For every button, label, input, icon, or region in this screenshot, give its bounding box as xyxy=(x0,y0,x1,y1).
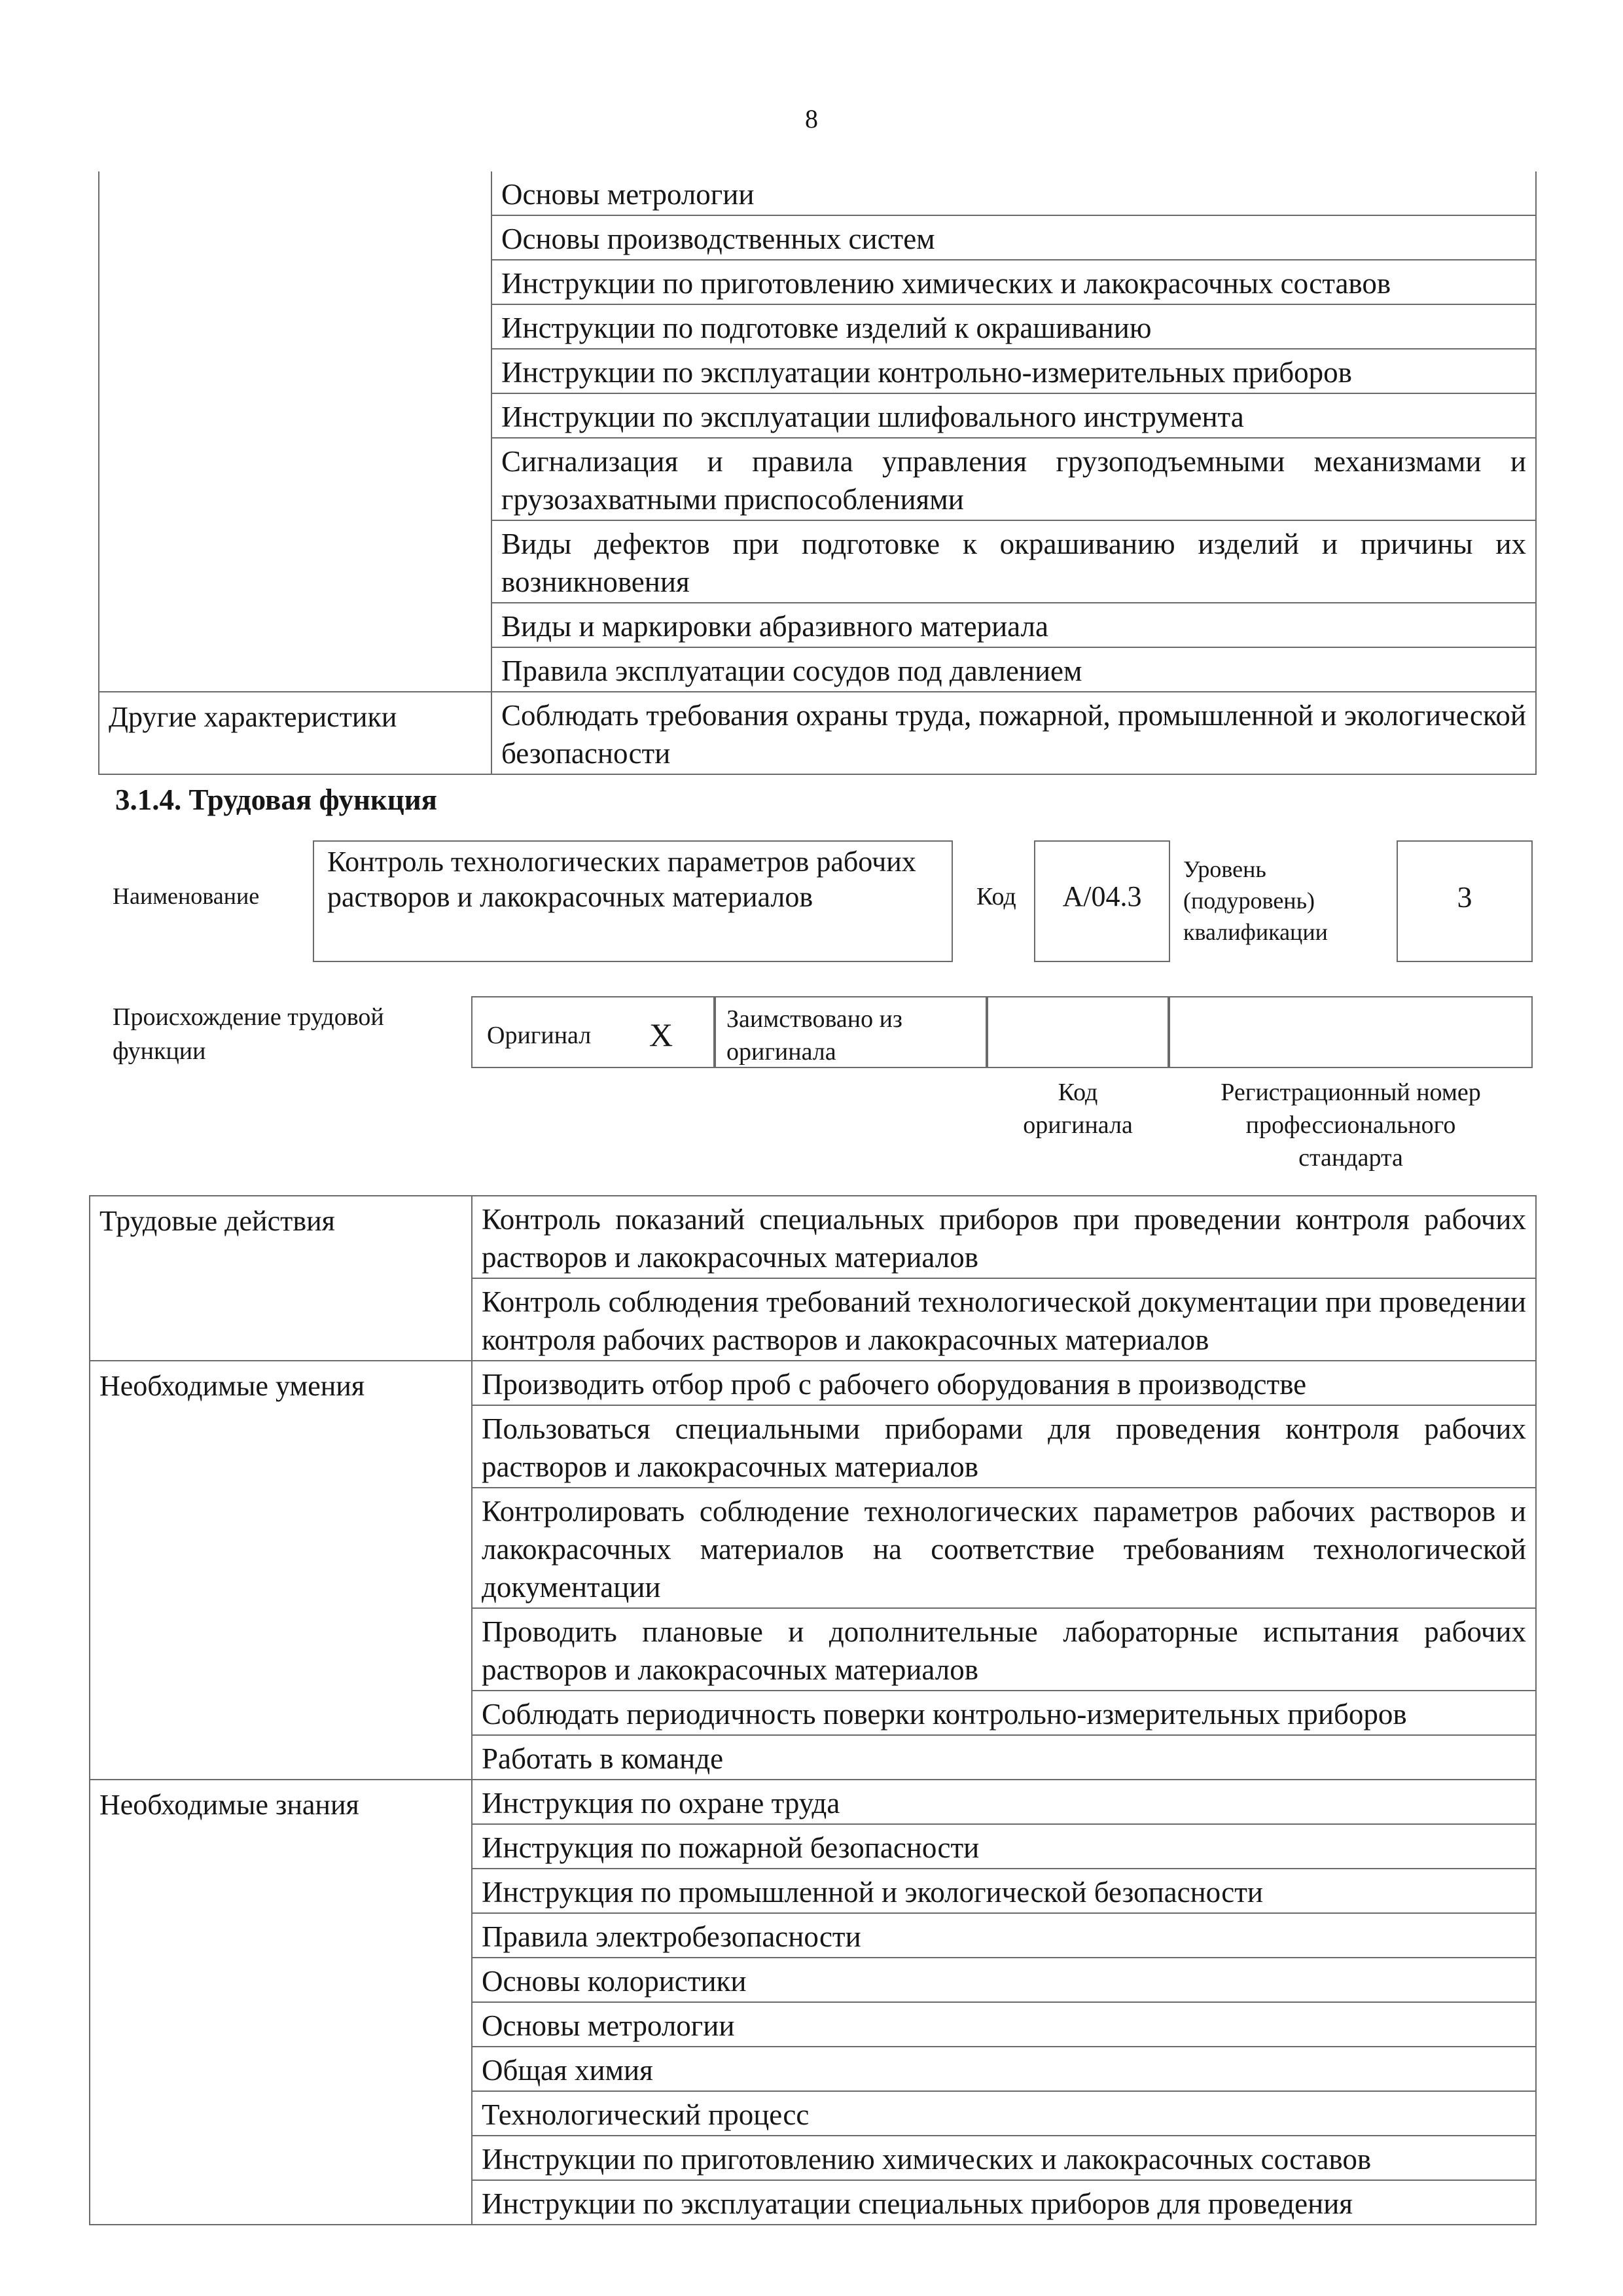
table-row: Основы метрологии xyxy=(472,2002,1536,2047)
table-row: Инструкции по эксплуатации шлифовального инструмента xyxy=(491,393,1536,438)
registration-number-cell xyxy=(1169,996,1533,1068)
knowledge-label: Необходимые знания xyxy=(90,1780,472,2225)
knowledge-table-continued xyxy=(98,171,1537,775)
level-label-line-2: (подуровень) xyxy=(1183,888,1315,914)
registration-caption-line-3: стандарта xyxy=(1298,1144,1403,1172)
empty-label-cell xyxy=(99,171,491,692)
table-row: Работать в команде xyxy=(472,1735,1536,1780)
code-label: Код xyxy=(976,883,1016,910)
level-label xyxy=(1183,853,1328,948)
level-label-line-3: квалификации xyxy=(1183,919,1328,945)
table-row: Основы колористики xyxy=(472,1958,1536,2002)
table-row: Основы метрологии xyxy=(491,171,1536,215)
original-code-cell xyxy=(987,996,1169,1068)
table-row: Инструкции по эксплуатации специальных приборов для проведения xyxy=(472,2180,1536,2225)
table-row: Виды и маркировки абразивного материала xyxy=(491,603,1536,647)
table-row: Контролировать соблюдение технологических параметров рабочих растворов и лакокрасочных материалов на соответствие требованиям технологической документации xyxy=(472,1488,1536,1608)
table-row: Инструкции по приготовлению химических и лакокрасочных составов xyxy=(491,260,1536,304)
borrowed-label xyxy=(726,1003,902,1068)
registration-caption-line-1: Регистрационный номер xyxy=(1221,1079,1481,1106)
origin-label-line-1: Происхождение трудовой xyxy=(113,1003,384,1031)
table-row: Пользоваться специальными приборами для проведения контроля рабочих растворов и лакокрасочных материалов xyxy=(472,1405,1536,1488)
section-heading: 3.1.4. Трудовая функция xyxy=(115,783,438,816)
table-row: Соблюдать периодичность поверки контрольно-измерительных приборов xyxy=(472,1691,1536,1735)
borrowed-label-line-2: оригинала xyxy=(726,1038,836,1066)
table-row: Правила эксплуатации сосудов под давлением xyxy=(491,647,1536,692)
registration-caption xyxy=(1169,1076,1533,1174)
other-characteristics-value: Соблюдать требования охраны труда, пожарной, промышленной и экологической безопасности xyxy=(491,692,1536,774)
table-row: Виды дефектов при подготовке к окрашиванию изделий и причины их возникновения xyxy=(491,520,1536,603)
page-number: 8 xyxy=(805,104,818,134)
level-label-line-1: Уровень xyxy=(1183,856,1266,882)
name-label: Наименование xyxy=(113,883,260,909)
function-table xyxy=(89,1195,1537,2225)
table-row: Сигнализация и правила управления грузоподъемными механизмами и грузозахватными приспособлениями xyxy=(491,438,1536,520)
origin-label-line-2: функции xyxy=(113,1037,206,1065)
table-row: Общая химия xyxy=(472,2047,1536,2091)
registration-caption-line-2: профессионального xyxy=(1245,1111,1456,1139)
table-row: Инструкция по охране труда xyxy=(472,1780,1536,1824)
skills-label: Необходимые умения xyxy=(90,1361,472,1780)
original-label: Оригинал xyxy=(487,1022,592,1049)
table-row: Контроль соблюдения требований технологической документации при проведении контроля рабочих растворов и лакокрасочных материалов xyxy=(472,1278,1536,1361)
code-caption-line-2: оригинала xyxy=(1023,1111,1133,1139)
table-row: Правила электробезопасности xyxy=(472,1913,1536,1958)
code-value: А/04.3 xyxy=(1062,880,1142,912)
table-row: Инструкция по пожарной безопасности xyxy=(472,1824,1536,1869)
code-caption-line-1: Код xyxy=(1058,1079,1098,1106)
function-name: Контроль технологических параметров рабочих растворов и лакокрасочных материалов xyxy=(327,846,916,913)
table-row: Инструкции по подготовке изделий к окрашиванию xyxy=(491,304,1536,349)
table-row: Производить отбор проб с рабочего оборудования в производстве xyxy=(472,1361,1536,1405)
table-row: Инструкции по приготовлению химических и лакокрасочных составов xyxy=(472,2136,1536,2180)
other-characteristics-label: Другие характеристики xyxy=(99,692,491,774)
actions-label: Трудовые действия xyxy=(90,1196,472,1361)
origin-label xyxy=(113,1000,384,1068)
table-row: Инструкции по эксплуатации контрольно-измерительных приборов xyxy=(491,349,1536,393)
code-caption xyxy=(987,1076,1169,1141)
table-row: Проводить плановые и дополнительные лабораторные испытания рабочих растворов и лакокрасочных материалов xyxy=(472,1608,1536,1691)
original-mark: X xyxy=(649,1016,673,1053)
borrowed-label-line-1: Заимствовано из xyxy=(726,1005,902,1033)
level-value: 3 xyxy=(1457,880,1472,914)
table-row: Контроль показаний специальных приборов при проведении контроля рабочих растворов и лакокрасочных материалов xyxy=(472,1196,1536,1278)
table-row: Инструкция по промышленной и экологической безопасности xyxy=(472,1869,1536,1913)
table-row: Технологический процесс xyxy=(472,2091,1536,2136)
table-row: Основы производственных систем xyxy=(491,215,1536,260)
